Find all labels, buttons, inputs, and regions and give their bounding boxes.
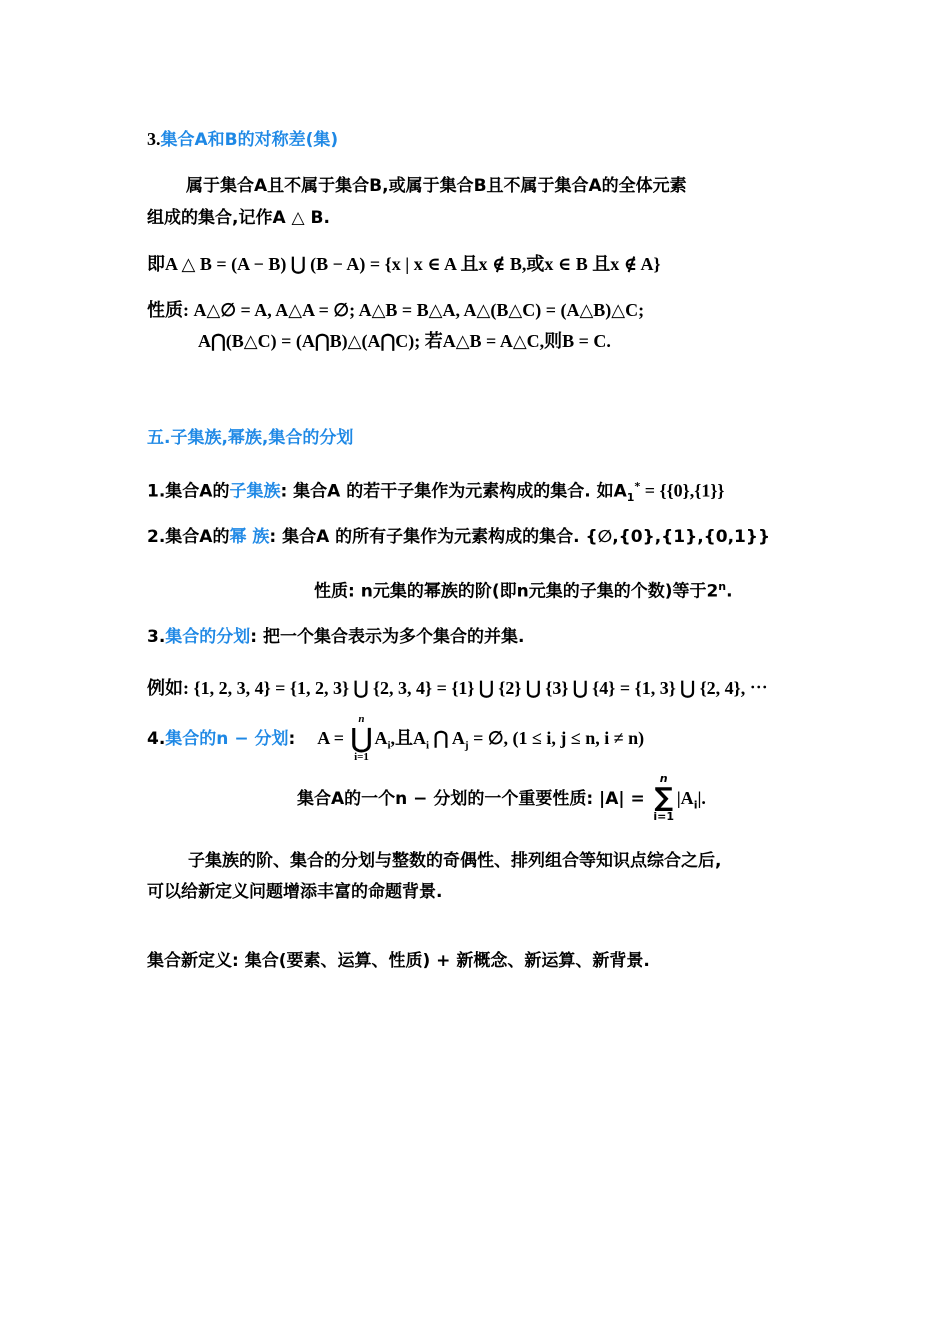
item3-prefix: 3.	[147, 627, 166, 647]
item4-rhs: A	[374, 728, 388, 748]
sec5-item2-property	[314, 576, 733, 603]
sum-lower-limit: i=1	[653, 810, 675, 823]
item1-superscript: *	[634, 480, 641, 493]
item4-colon: :	[288, 729, 296, 749]
item4-formula	[317, 712, 645, 763]
big-union-operator	[348, 712, 374, 763]
sec5-item2	[147, 526, 770, 548]
sec5-item3	[147, 626, 524, 648]
item4-prop-rhs-subscript: i	[693, 798, 698, 812]
sec3-heading	[147, 128, 338, 151]
item4-cond-a-subscript: i	[426, 739, 430, 752]
sec5-item1	[147, 476, 725, 509]
item4-cond-b: ⋂ A	[429, 728, 465, 748]
sec3-formula: 即A △ B = (A − B) ⋃ (B − A) = {x | x ∈ A 且x ∉ B,或x ∈ B 且x ∉ A}	[147, 254, 661, 274]
item1-set: = {{0},{1}}	[640, 480, 725, 501]
sec3-definition-line2: 组成的集合,记作A △ B.	[147, 208, 330, 228]
item2-desc: : 集合A 的所有子集作为元素构成的集合. {∅,{0},{1},{0,1}}	[269, 527, 771, 547]
sec5-summary: 集合新定义: 集合(要素、运算、性质) + 新概念、新运算、新背景.	[147, 951, 650, 971]
item1-subscript: 1	[626, 491, 635, 505]
item4-prop-rhs-end: |.	[697, 788, 706, 808]
sec3-definition-line1: 属于集合A且不属于集合B,或属于集合B且不属于集合A的全体元素	[186, 176, 687, 196]
sec5-note-line1: 子集族的阶、集合的分划与整数的奇偶性、排列组合等知识点综合之后,	[188, 851, 722, 871]
sum-symbol: ∑	[654, 783, 674, 813]
sec5-heading: 五.子集族,幂族,集合的分划	[147, 428, 354, 448]
item2-prop-text: 性质: n元集的幂族的阶(即n元集的子集的个数)等于2	[314, 581, 719, 602]
item4-cond-a: ,且A	[390, 728, 427, 748]
item2-prefix: 2.集合A的	[147, 527, 230, 547]
sec5-item4	[147, 712, 645, 768]
sum-upper-limit: n	[659, 772, 668, 785]
sec5-item4-property	[297, 772, 706, 827]
union-lower-limit: i=1	[354, 750, 369, 763]
sec3-properties-line2: A⋂(B△C) = (A⋂B)△(A⋂C); 若A△B = A△C,则B = C.	[198, 331, 611, 351]
item4-rhs-subscript: i	[387, 739, 391, 752]
item4-term: 集合的n − 分划	[165, 729, 289, 749]
sec3-number: 3.	[147, 129, 161, 149]
item3-term: 集合的分划	[165, 627, 251, 647]
union-upper-limit: n	[358, 712, 365, 725]
item3-desc: : 把一个集合表示为多个集合的并集.	[250, 627, 525, 647]
item2-term: 幂 族	[229, 527, 270, 547]
union-symbol: ⋃	[350, 723, 373, 753]
item1-prefix: 1.集合A的	[147, 481, 230, 502]
sec5-note-line2: 可以给新定义问题增添丰富的命题背景.	[147, 882, 443, 902]
item1-desc: : 集合A 的若干子集作为元素构成的集合. 如A	[280, 481, 627, 502]
item4-prop-rhs: |A	[676, 788, 694, 808]
item2-prop-exponent: n	[718, 580, 727, 593]
sec3-properties-line1: 性质: A△∅ = A, A△A = ∅; A△B = B△A, A△(B△C) = (A△B)△C;	[147, 300, 645, 320]
sec5-example: 例如: {1, 2, 3, 4} = {1, 2, 3} ⋃ {2, 3, 4} = {1} ⋃ {2} ⋃ {3} ⋃ {4} = {1, 3} ⋃ {2, 4}, ⋯	[147, 678, 768, 698]
item4-cond-b-subscript: j	[464, 739, 469, 752]
summation-operator	[651, 772, 677, 823]
item2-prop-end: .	[726, 581, 733, 602]
item4-prefix: 4.	[147, 729, 166, 749]
item4-lhs: A =	[317, 728, 349, 748]
sec3-title: 集合A和B的对称差(集)	[160, 130, 339, 150]
item4-prop-text: 集合A的一个n − 分划的一个重要性质: |A| =	[297, 789, 651, 809]
item1-term: 子集族	[229, 481, 281, 502]
item4-cond-c: = ∅, (1 ≤ i, j ≤ n, i ≠ n)	[468, 728, 645, 748]
